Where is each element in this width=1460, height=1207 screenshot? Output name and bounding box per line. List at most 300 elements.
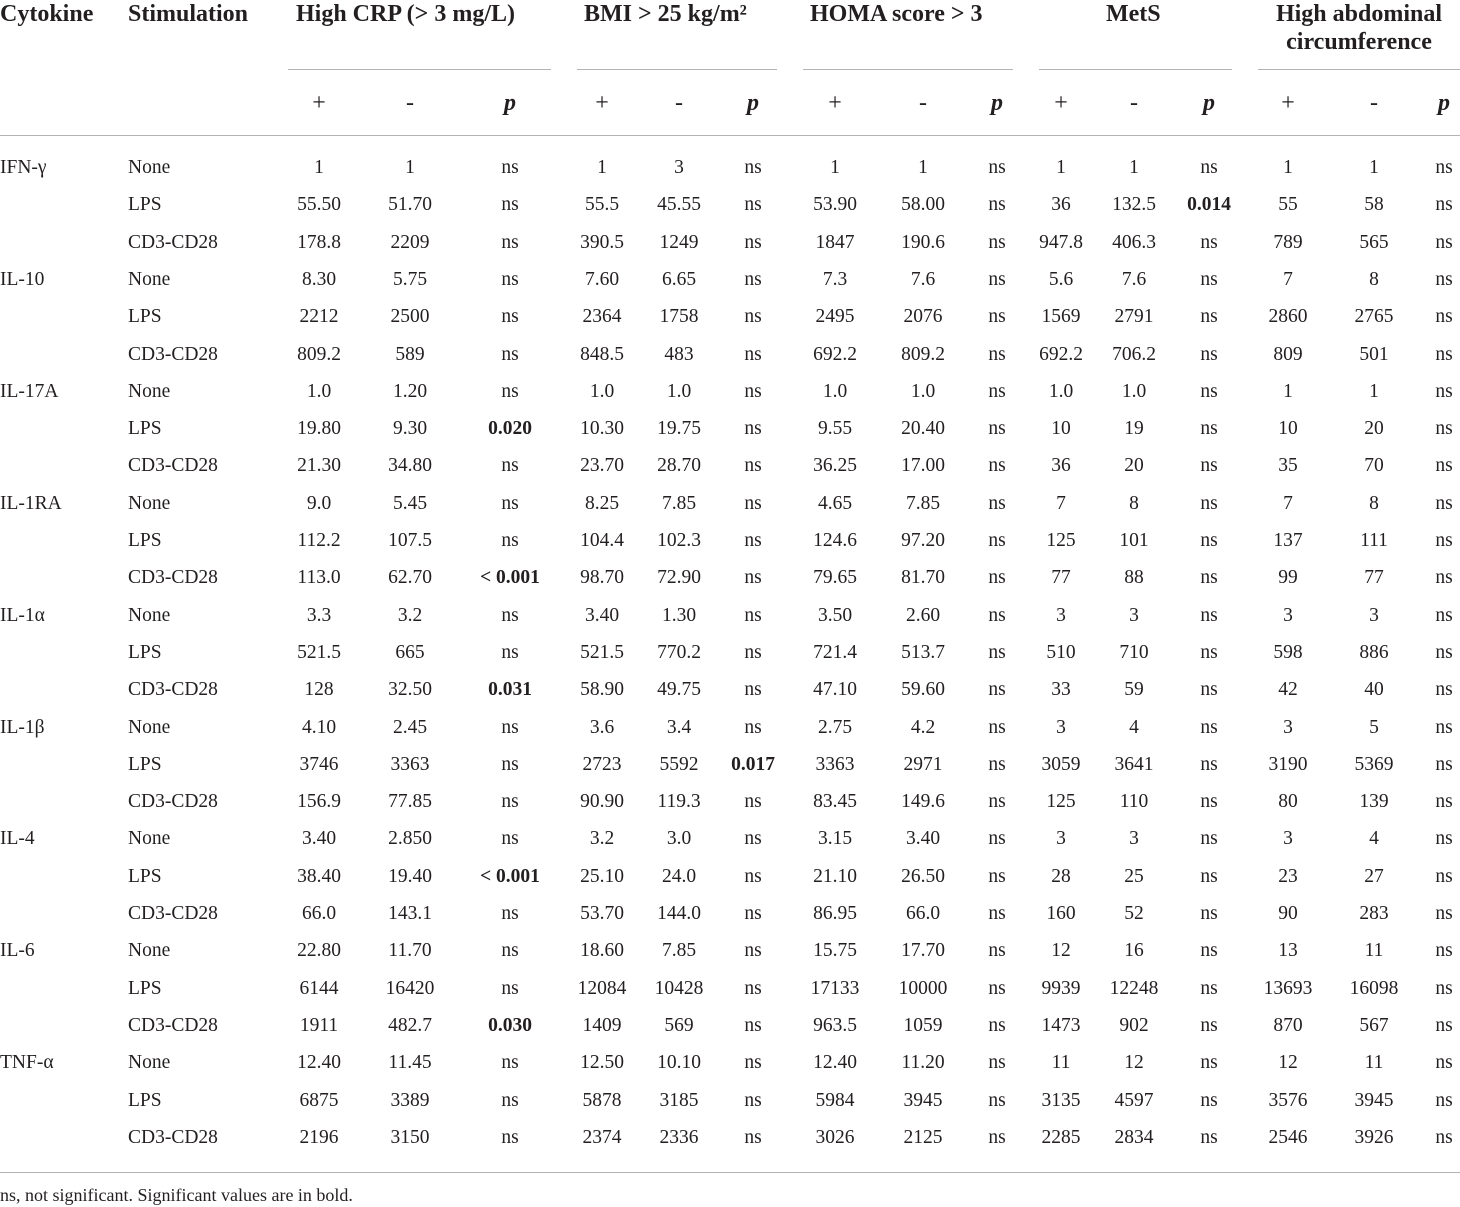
cell-value: 283 [1359, 903, 1389, 924]
cell-p-value: ns [1435, 828, 1453, 850]
group-underline [1258, 69, 1460, 70]
header-stimulation: Stimulation [128, 1, 249, 27]
cell-p-value: ns [744, 903, 762, 924]
cell-value: 7 [1283, 492, 1293, 514]
cell-value: 2495 [815, 306, 855, 328]
group-underline [803, 69, 1013, 70]
cell-value: 9939 [1041, 977, 1081, 999]
cell-p-value: ns [501, 306, 519, 328]
cell-value: 13 [1278, 940, 1298, 962]
cell-value: 721.4 [813, 641, 857, 663]
cell-value: 3.40 [905, 828, 941, 850]
header-group-mets: MetS [1106, 1, 1161, 27]
cell-value: 10.30 [580, 418, 624, 440]
cell-stimulation: CD3-CD28 [128, 903, 218, 924]
cell-p-value: ns [501, 380, 519, 402]
cell-value: 17.00 [901, 455, 945, 477]
cell-p-value: ns [501, 641, 519, 663]
cell-value: 7.3 [822, 268, 848, 290]
cell-value: 2336 [659, 1126, 699, 1148]
cell-value: 7.6 [910, 268, 936, 290]
cell-p-value: ns [744, 1126, 762, 1148]
cell-value: 4.65 [817, 492, 853, 514]
cell-p-value: ns [988, 1052, 1006, 1074]
cell-value: 3 [1056, 604, 1066, 626]
cell-p-value: ns [988, 1014, 1006, 1036]
cell-value: 5.45 [392, 492, 428, 514]
subheader-minus: - [406, 90, 414, 116]
cell-p-value: ns [988, 828, 1006, 850]
cell-value: 1473 [1041, 1014, 1081, 1036]
cell-stimulation: CD3-CD28 [128, 791, 218, 813]
cell-p-value: ns [744, 940, 762, 962]
cell-value: 3363 [815, 753, 855, 775]
cell-p-value: ns [1435, 679, 1453, 701]
cell-value: 6144 [299, 977, 339, 999]
subheader-plus: + [1054, 90, 1068, 116]
cell-value: 25.10 [580, 865, 624, 887]
cell-value: 12 [1051, 940, 1071, 962]
cell-value: 3746 [299, 753, 339, 775]
cell-p-value: ns [501, 530, 519, 551]
cell-value: 190.6 [901, 231, 945, 253]
cell-p-value: ns [988, 530, 1006, 551]
cell-value: 521.5 [580, 641, 624, 663]
cell-value: 2364 [582, 306, 622, 328]
cell-p-value: ns [988, 380, 1006, 402]
subheader-p: p [1438, 90, 1450, 116]
cell-value: 125 [1046, 530, 1076, 551]
cell-p-value: ns [1200, 1089, 1218, 1111]
cell-value: 11.70 [388, 940, 432, 962]
cell-stimulation: None [128, 157, 171, 178]
cell-value: 3389 [390, 1089, 430, 1111]
cell-p-value: 0.020 [488, 418, 532, 440]
cell-stimulation: LPS [128, 865, 162, 887]
cell-p-value: ns [988, 231, 1006, 253]
cell-p-value: ns [1200, 753, 1218, 775]
cell-p-value: ns [501, 753, 519, 775]
cell-value: 598 [1273, 641, 1303, 663]
cell-value: 692.2 [1039, 343, 1083, 365]
cell-value: 10000 [898, 977, 948, 999]
cell-p-value: 0.014 [1187, 194, 1231, 216]
cell-p-value: ns [744, 828, 762, 850]
cell-p-value: ns [501, 1126, 519, 1148]
cell-value: 160 [1046, 903, 1076, 924]
cell-p-value: ns [1435, 641, 1453, 663]
cell-value: 809.2 [297, 343, 341, 365]
cell-value: 102.3 [657, 530, 701, 551]
cell-value: 2765 [1354, 306, 1394, 328]
cell-p-value: ns [1435, 194, 1453, 216]
cell-p-value: ns [1435, 492, 1453, 514]
cell-stimulation: None [128, 1052, 171, 1074]
cell-value: 2834 [1114, 1126, 1154, 1148]
cell-stimulation: LPS [128, 1089, 162, 1111]
cell-value: 26.50 [901, 865, 945, 887]
cell-value: 10 [1051, 418, 1071, 440]
cell-value: 12 [1278, 1052, 1298, 1074]
cell-value: 125 [1046, 791, 1076, 813]
cell-p-value: ns [988, 268, 1006, 290]
cell-value: 569 [664, 1014, 694, 1036]
header-group-homa: HOMA score > 3 [810, 1, 983, 27]
cell-value: 23 [1278, 865, 1298, 887]
cell-p-value: ns [744, 716, 762, 738]
cell-value: 66.0 [301, 903, 337, 924]
cell-value: 6.65 [661, 268, 697, 290]
cell-p-value: ns [1435, 903, 1453, 924]
cell-value: 99 [1278, 567, 1298, 589]
cell-value: 3.40 [301, 828, 337, 850]
cell-p-value: ns [1200, 418, 1218, 440]
cell-p-value: ns [988, 1126, 1006, 1148]
cell-stimulation: None [128, 716, 171, 738]
cell-value: 21.10 [813, 865, 857, 887]
cell-value: 848.5 [580, 343, 624, 365]
cell-stimulation: CD3-CD28 [128, 343, 218, 365]
cell-value: 1409 [582, 1014, 622, 1036]
cell-value: 8 [1369, 492, 1379, 514]
cell-value: 28 [1051, 865, 1071, 887]
cell-p-value: ns [988, 977, 1006, 999]
cell-value: 3 [1056, 716, 1066, 738]
cell-p-value: ns [744, 306, 762, 328]
cell-value: 6875 [299, 1089, 339, 1111]
cell-p-value: ns [988, 679, 1006, 701]
cell-stimulation: None [128, 940, 171, 962]
cell-stimulation: CD3-CD28 [128, 455, 218, 477]
cell-value: 3 [1283, 716, 1293, 738]
cell-value: 3059 [1041, 753, 1081, 775]
cell-value: 97.20 [901, 530, 945, 551]
cell-p-value: ns [1200, 679, 1218, 701]
cell-value: 16098 [1349, 977, 1399, 999]
cell-value: 11.45 [388, 1052, 432, 1074]
cell-p-value: ns [1435, 343, 1453, 365]
cell-value: 1059 [903, 1014, 943, 1036]
cell-value: 1.0 [1121, 380, 1147, 402]
cell-value: 113.0 [297, 567, 341, 589]
cell-p-value: ns [744, 343, 762, 365]
cell-value: 58.00 [901, 194, 945, 216]
cell-value: 35 [1278, 455, 1298, 477]
cell-value: 22.80 [297, 940, 341, 962]
subheader-p: p [504, 90, 516, 116]
cell-value: 98.70 [580, 567, 624, 589]
cell-value: 3641 [1114, 753, 1154, 775]
cell-value: 947.8 [1039, 231, 1083, 253]
cell-stimulation: None [128, 492, 171, 514]
cell-value: 1 [1283, 157, 1293, 178]
header-cytokine: Cytokine [0, 1, 94, 27]
cell-p-value: ns [1200, 604, 1218, 626]
cell-value: 104.4 [580, 530, 624, 551]
cell-value: 1 [1283, 380, 1293, 402]
cell-value: 137 [1273, 530, 1303, 551]
cell-p-value: ns [1200, 1014, 1218, 1036]
cell-value: 390.5 [580, 231, 624, 253]
cell-p-value: ns [1435, 604, 1453, 626]
cell-value: 589 [395, 343, 425, 365]
cell-value: 51.70 [388, 194, 432, 216]
cell-value: 5.6 [1048, 268, 1074, 290]
cell-p-value: ns [501, 1089, 519, 1111]
cell-value: 2791 [1114, 306, 1154, 328]
cell-value: 55 [1278, 194, 1298, 216]
cell-value: 483 [664, 343, 694, 365]
cell-value: 144.0 [657, 903, 701, 924]
cell-p-value: ns [1435, 940, 1453, 962]
cell-value: 156.9 [297, 791, 341, 813]
cell-value: 1 [1369, 380, 1379, 402]
cell-value: 3.15 [817, 828, 853, 850]
cell-value: 2209 [390, 231, 430, 253]
cell-p-value: ns [988, 641, 1006, 663]
cell-value: 3135 [1041, 1089, 1081, 1111]
cell-value: 665 [395, 641, 425, 663]
cell-cytokine: IL-4 [0, 828, 35, 850]
subheader-minus: - [1370, 90, 1378, 116]
cell-value: 33 [1051, 679, 1071, 701]
cell-p-value: ns [988, 716, 1006, 738]
subheader-p: p [747, 90, 759, 116]
cell-p-value: ns [744, 194, 762, 216]
cell-p-value: ns [988, 157, 1006, 178]
cell-p-value: ns [988, 418, 1006, 440]
cell-value: 38.40 [297, 865, 341, 887]
cell-value: 59.60 [901, 679, 945, 701]
cell-value: 143.1 [388, 903, 432, 924]
cell-value: 1.0 [666, 380, 692, 402]
cell-value: 128 [304, 679, 334, 701]
cell-value: 3026 [815, 1126, 855, 1148]
cell-value: 5984 [815, 1089, 855, 1111]
cell-value: 21.30 [297, 455, 341, 477]
cell-p-value: ns [501, 977, 519, 999]
cell-value: 42 [1278, 679, 1298, 701]
cell-p-value: ns [744, 418, 762, 440]
cell-p-value: ns [744, 1014, 762, 1036]
cell-value: 8.25 [584, 492, 620, 514]
cell-value: 11 [1364, 940, 1384, 962]
cell-value: 13693 [1263, 977, 1313, 999]
cell-value: 81.70 [901, 567, 945, 589]
cell-p-value: ns [501, 157, 519, 178]
cell-value: 406.3 [1112, 231, 1156, 253]
cell-value: 2500 [390, 306, 430, 328]
cell-value: 1.20 [392, 380, 428, 402]
cell-p-value: ns [1200, 231, 1218, 253]
cell-p-value: ns [744, 679, 762, 701]
cell-value: 77 [1051, 567, 1071, 589]
cell-p-value: ns [1435, 753, 1453, 775]
cell-value: 1911 [299, 1014, 339, 1036]
cell-value: 55.5 [584, 194, 620, 216]
cell-value: 36 [1051, 194, 1071, 216]
cell-value: 7.85 [661, 940, 697, 962]
cell-value: 521.5 [297, 641, 341, 663]
cell-value: 3190 [1268, 753, 1308, 775]
header-group-bmi: BMI > 25 kg/m² [584, 1, 747, 27]
subheader-p: p [991, 90, 1003, 116]
cell-value: 4 [1369, 828, 1379, 850]
cell-value: 7.6 [1121, 268, 1147, 290]
cell-value: 1.0 [1048, 380, 1074, 402]
cell-value: 3945 [903, 1089, 943, 1111]
cell-value: 90.90 [580, 791, 624, 813]
cell-value: 12 [1124, 1052, 1144, 1074]
cell-value: 870 [1273, 1014, 1303, 1036]
cell-value: 902 [1119, 1014, 1149, 1036]
cell-value: 72.90 [657, 567, 701, 589]
cell-p-value: ns [1200, 903, 1218, 924]
cell-value: 28.70 [657, 455, 701, 477]
cell-p-value: ns [744, 157, 762, 178]
cell-value: 886 [1359, 641, 1389, 663]
cell-p-value: ns [1200, 791, 1218, 813]
subheader-plus: + [312, 90, 326, 116]
cell-value: 3 [1129, 828, 1139, 850]
cell-p-value: ns [1200, 1126, 1218, 1148]
cell-p-value: ns [1435, 418, 1453, 440]
cell-value: 4.10 [301, 716, 337, 738]
cell-value: 567 [1359, 1014, 1389, 1036]
cell-p-value: ns [988, 455, 1006, 477]
cell-p-value: ns [1200, 343, 1218, 365]
cell-p-value: ns [744, 268, 762, 290]
cell-value: 2860 [1268, 306, 1308, 328]
cell-p-value: ns [1200, 268, 1218, 290]
cell-value: 40 [1364, 679, 1384, 701]
cell-value: 2.45 [392, 716, 428, 738]
cell-p-value: ns [744, 791, 762, 813]
cell-p-value: ns [988, 1089, 1006, 1111]
cell-p-value: ns [1435, 380, 1453, 402]
cell-value: 20 [1364, 418, 1384, 440]
cell-stimulation: CD3-CD28 [128, 567, 218, 589]
cell-value: 3 [674, 157, 684, 178]
cell-cytokine: IFN-γ [0, 157, 47, 178]
cell-value: 77.85 [388, 791, 432, 813]
cell-p-value: ns [744, 865, 762, 887]
cell-p-value: ns [744, 977, 762, 999]
cell-stimulation: LPS [128, 753, 162, 775]
cell-p-value: ns [988, 492, 1006, 514]
cell-value: 3.2 [397, 604, 423, 626]
subheader-minus: - [1130, 90, 1138, 116]
group-underline [577, 69, 777, 70]
cell-value: 59 [1124, 679, 1144, 701]
cell-value: 510 [1046, 641, 1076, 663]
cell-value: 3.6 [589, 716, 615, 738]
cell-value: 124.6 [813, 530, 857, 551]
cell-p-value: ns [744, 1089, 762, 1111]
cell-value: 7.85 [661, 492, 697, 514]
cell-p-value: ns [744, 567, 762, 589]
cell-value: 12.40 [297, 1052, 341, 1074]
cell-value: 7 [1056, 492, 1066, 514]
cell-cytokine: IL-1RA [0, 492, 62, 514]
cell-value: 53.70 [580, 903, 624, 924]
cell-value: 70 [1364, 455, 1384, 477]
cell-p-value: ns [1435, 791, 1453, 813]
cell-value: 19.75 [657, 418, 701, 440]
cell-p-value: ns [1435, 231, 1453, 253]
subheader-p: p [1203, 90, 1215, 116]
cell-value: 8.30 [301, 268, 337, 290]
cell-value: 2.60 [905, 604, 941, 626]
cell-value: 36 [1051, 455, 1071, 477]
cell-p-value: ns [1200, 828, 1218, 850]
cell-p-value: ns [988, 343, 1006, 365]
cell-value: 80 [1278, 791, 1298, 813]
cell-value: 2.75 [817, 716, 853, 738]
cell-p-value: ns [1200, 530, 1218, 551]
cell-p-value: ns [1435, 306, 1453, 328]
cell-value: 119.3 [657, 791, 701, 813]
cell-p-value: ns [744, 641, 762, 663]
cell-value: 52 [1124, 903, 1144, 924]
cell-p-value: 0.030 [488, 1014, 532, 1036]
cell-p-value: ns [988, 865, 1006, 887]
cell-p-value: ns [744, 492, 762, 514]
group-underline [1039, 69, 1232, 70]
cell-stimulation: CD3-CD28 [128, 231, 218, 253]
cell-p-value: ns [1200, 455, 1218, 477]
cell-value: 3 [1283, 604, 1293, 626]
cell-value: 2125 [903, 1126, 943, 1148]
cell-value: 3.40 [584, 604, 620, 626]
cell-value: 45.55 [657, 194, 701, 216]
cell-value: 8 [1129, 492, 1139, 514]
cell-value: 2076 [903, 306, 943, 328]
cell-p-value: ns [988, 940, 1006, 962]
cell-value: 5592 [659, 753, 699, 775]
cell-value: 1847 [815, 231, 855, 253]
header-group-abdominal: High abdominal circumference [1275, 1, 1443, 55]
cell-p-value: ns [1200, 1052, 1218, 1074]
cell-p-value: ns [501, 231, 519, 253]
cell-value: 5.75 [392, 268, 428, 290]
cell-value: 34.80 [388, 455, 432, 477]
cell-p-value: 0.017 [731, 753, 775, 775]
cell-value: 11.20 [901, 1052, 945, 1074]
cell-value: 9.55 [817, 418, 853, 440]
cell-p-value: ns [501, 268, 519, 290]
cell-value: 12.50 [580, 1052, 624, 1074]
cell-value: 809.2 [901, 343, 945, 365]
cell-p-value: ns [1200, 865, 1218, 887]
cell-value: 1 [830, 157, 840, 178]
cell-value: 2374 [582, 1126, 622, 1148]
cell-stimulation: LPS [128, 530, 162, 551]
cell-value: 110 [1119, 791, 1149, 813]
cell-value: 1249 [659, 231, 699, 253]
subheader-minus: - [919, 90, 927, 116]
cell-value: 66.0 [905, 903, 941, 924]
cell-stimulation: None [128, 380, 171, 402]
cell-p-value: ns [1435, 716, 1453, 738]
cell-value: 5369 [1354, 753, 1394, 775]
cell-value: 3.50 [817, 604, 853, 626]
subheader-plus: + [828, 90, 842, 116]
cell-value: 4597 [1114, 1089, 1154, 1111]
cell-value: 10428 [654, 977, 704, 999]
cell-stimulation: LPS [128, 306, 162, 328]
cell-value: 1.30 [661, 604, 697, 626]
